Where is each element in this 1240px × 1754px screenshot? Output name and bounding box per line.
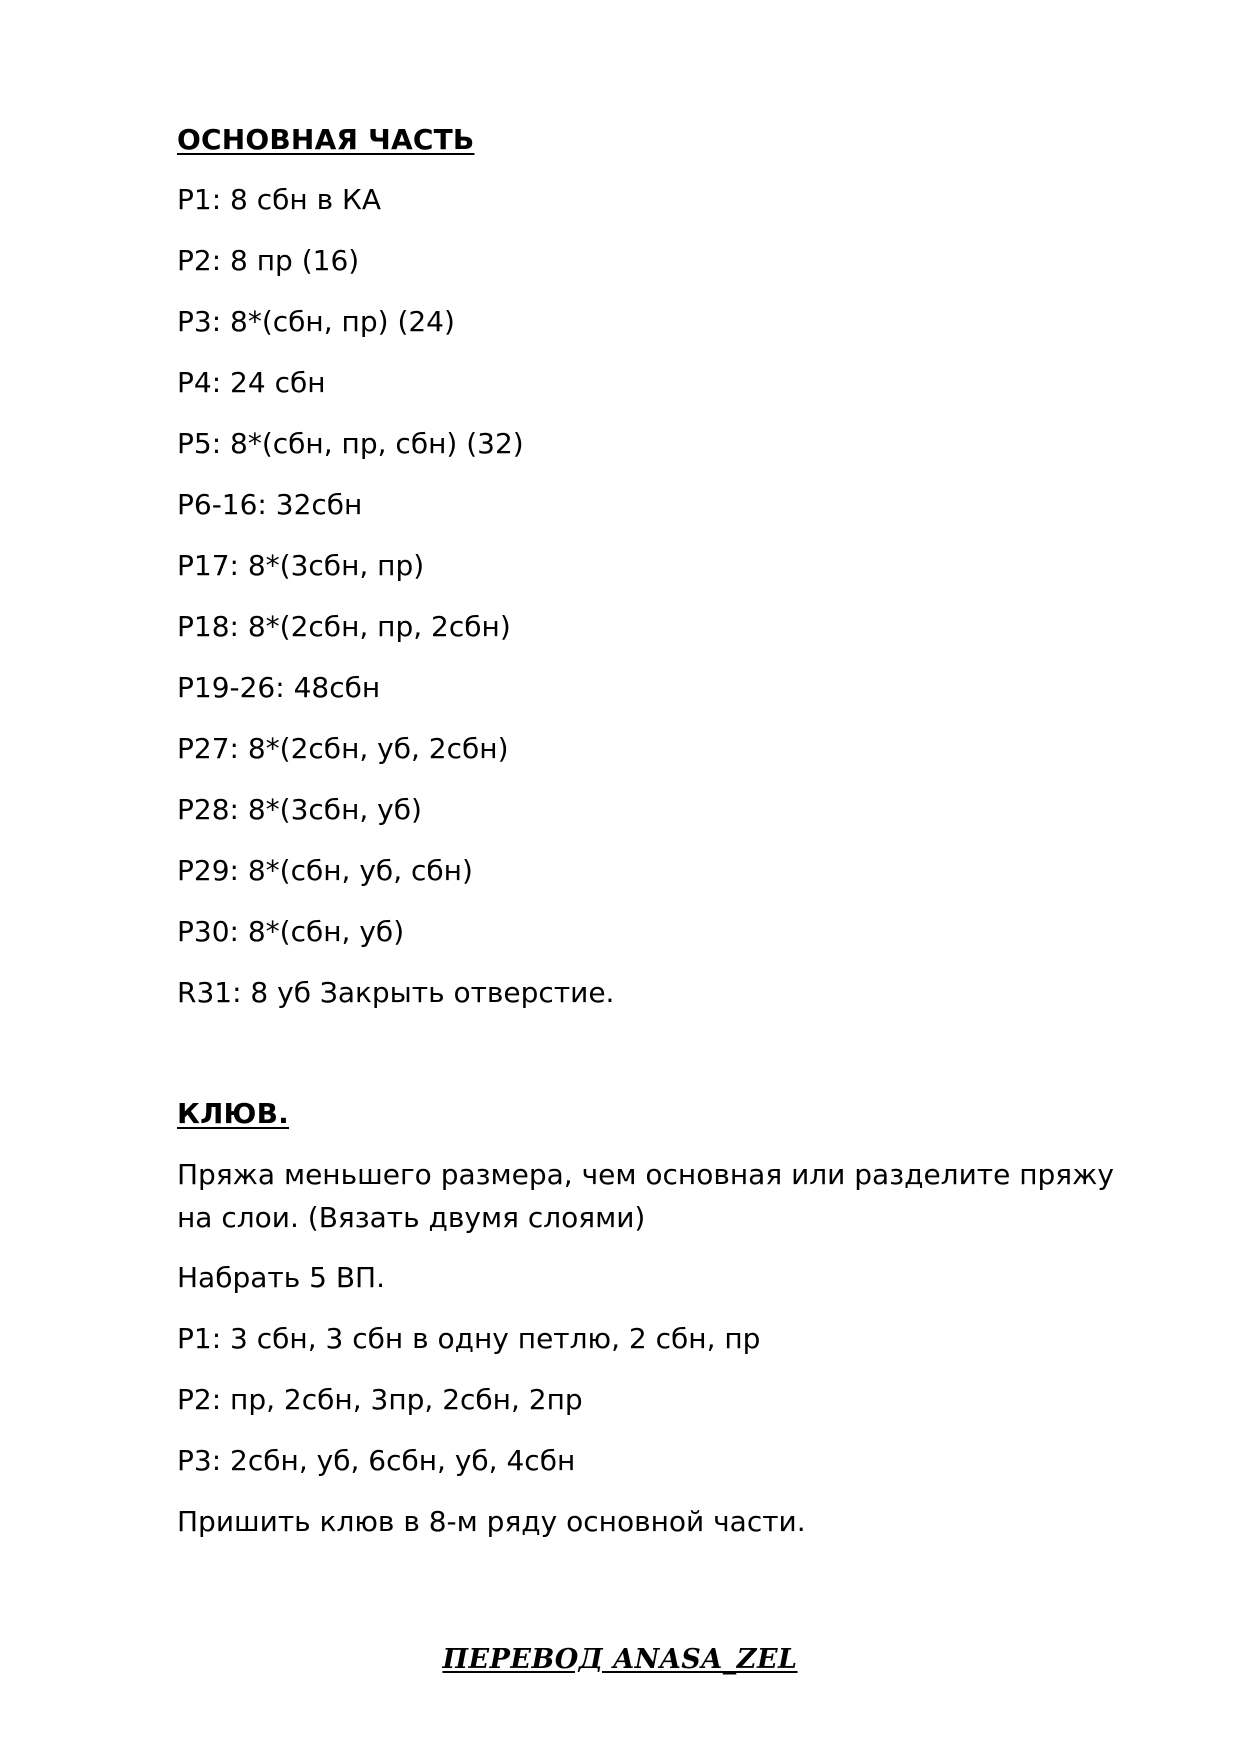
beak-row: Р2: пр, 2сбн, 3пр, 2сбн, 2пр xyxy=(177,1383,583,1416)
beak-section xyxy=(177,1097,1117,1539)
main-row: Р28: 8*(3сбн, уб) xyxy=(177,793,422,826)
beak-row: Р3: 2сбн, уб, 6сбн, уб, 4сбн xyxy=(177,1444,576,1477)
main-row: Р5: 8*(сбн, пр, сбн) (32) xyxy=(177,427,524,460)
beak-row: Пришить клюв в 8-м ряду основной части. xyxy=(177,1505,806,1538)
translator-credit: ПЕРЕВОД ANASA_ZEL xyxy=(442,1644,798,1675)
main-row: Р4: 24 сбн xyxy=(177,366,326,399)
main-row: Р19-26: 48сбн xyxy=(177,671,381,704)
main-row: Р29: 8*(сбн, уб, сбн) xyxy=(177,854,473,887)
main-part-section xyxy=(177,123,1117,1010)
main-row: Р27: 8*(2сбн, уб, 2сбн) xyxy=(177,732,509,765)
main-row: Р3: 8*(сбн, пр) (24) xyxy=(177,305,455,338)
beak-heading: КЛЮВ. xyxy=(177,1097,289,1130)
main-row: Р2: 8 пр (16) xyxy=(177,244,360,277)
main-row: Р6-16: 32сбн xyxy=(177,488,363,521)
beak-intro: Пряжа меньшего размера, чем основная или разделите пряжу на слои. (Вязать двумя слоями) xyxy=(177,1158,1114,1234)
main-part-heading: ОСНОВНАЯ ЧАСТЬ xyxy=(177,123,475,156)
beak-row: Р1: 3 сбн, 3 сбн в одну петлю, 2 сбн, пр xyxy=(177,1322,761,1355)
main-row: Р17: 8*(3сбн, пр) xyxy=(177,549,425,582)
main-row: Р18: 8*(2сбн, пр, 2сбн) xyxy=(177,610,511,643)
main-row: Р1: 8 сбн в КА xyxy=(177,183,382,216)
main-row: R31: 8 уб Закрыть отверстие. xyxy=(177,976,615,1009)
main-row: Р30: 8*(сбн, уб) xyxy=(177,915,405,948)
beak-row: Набрать 5 ВП. xyxy=(177,1261,386,1294)
